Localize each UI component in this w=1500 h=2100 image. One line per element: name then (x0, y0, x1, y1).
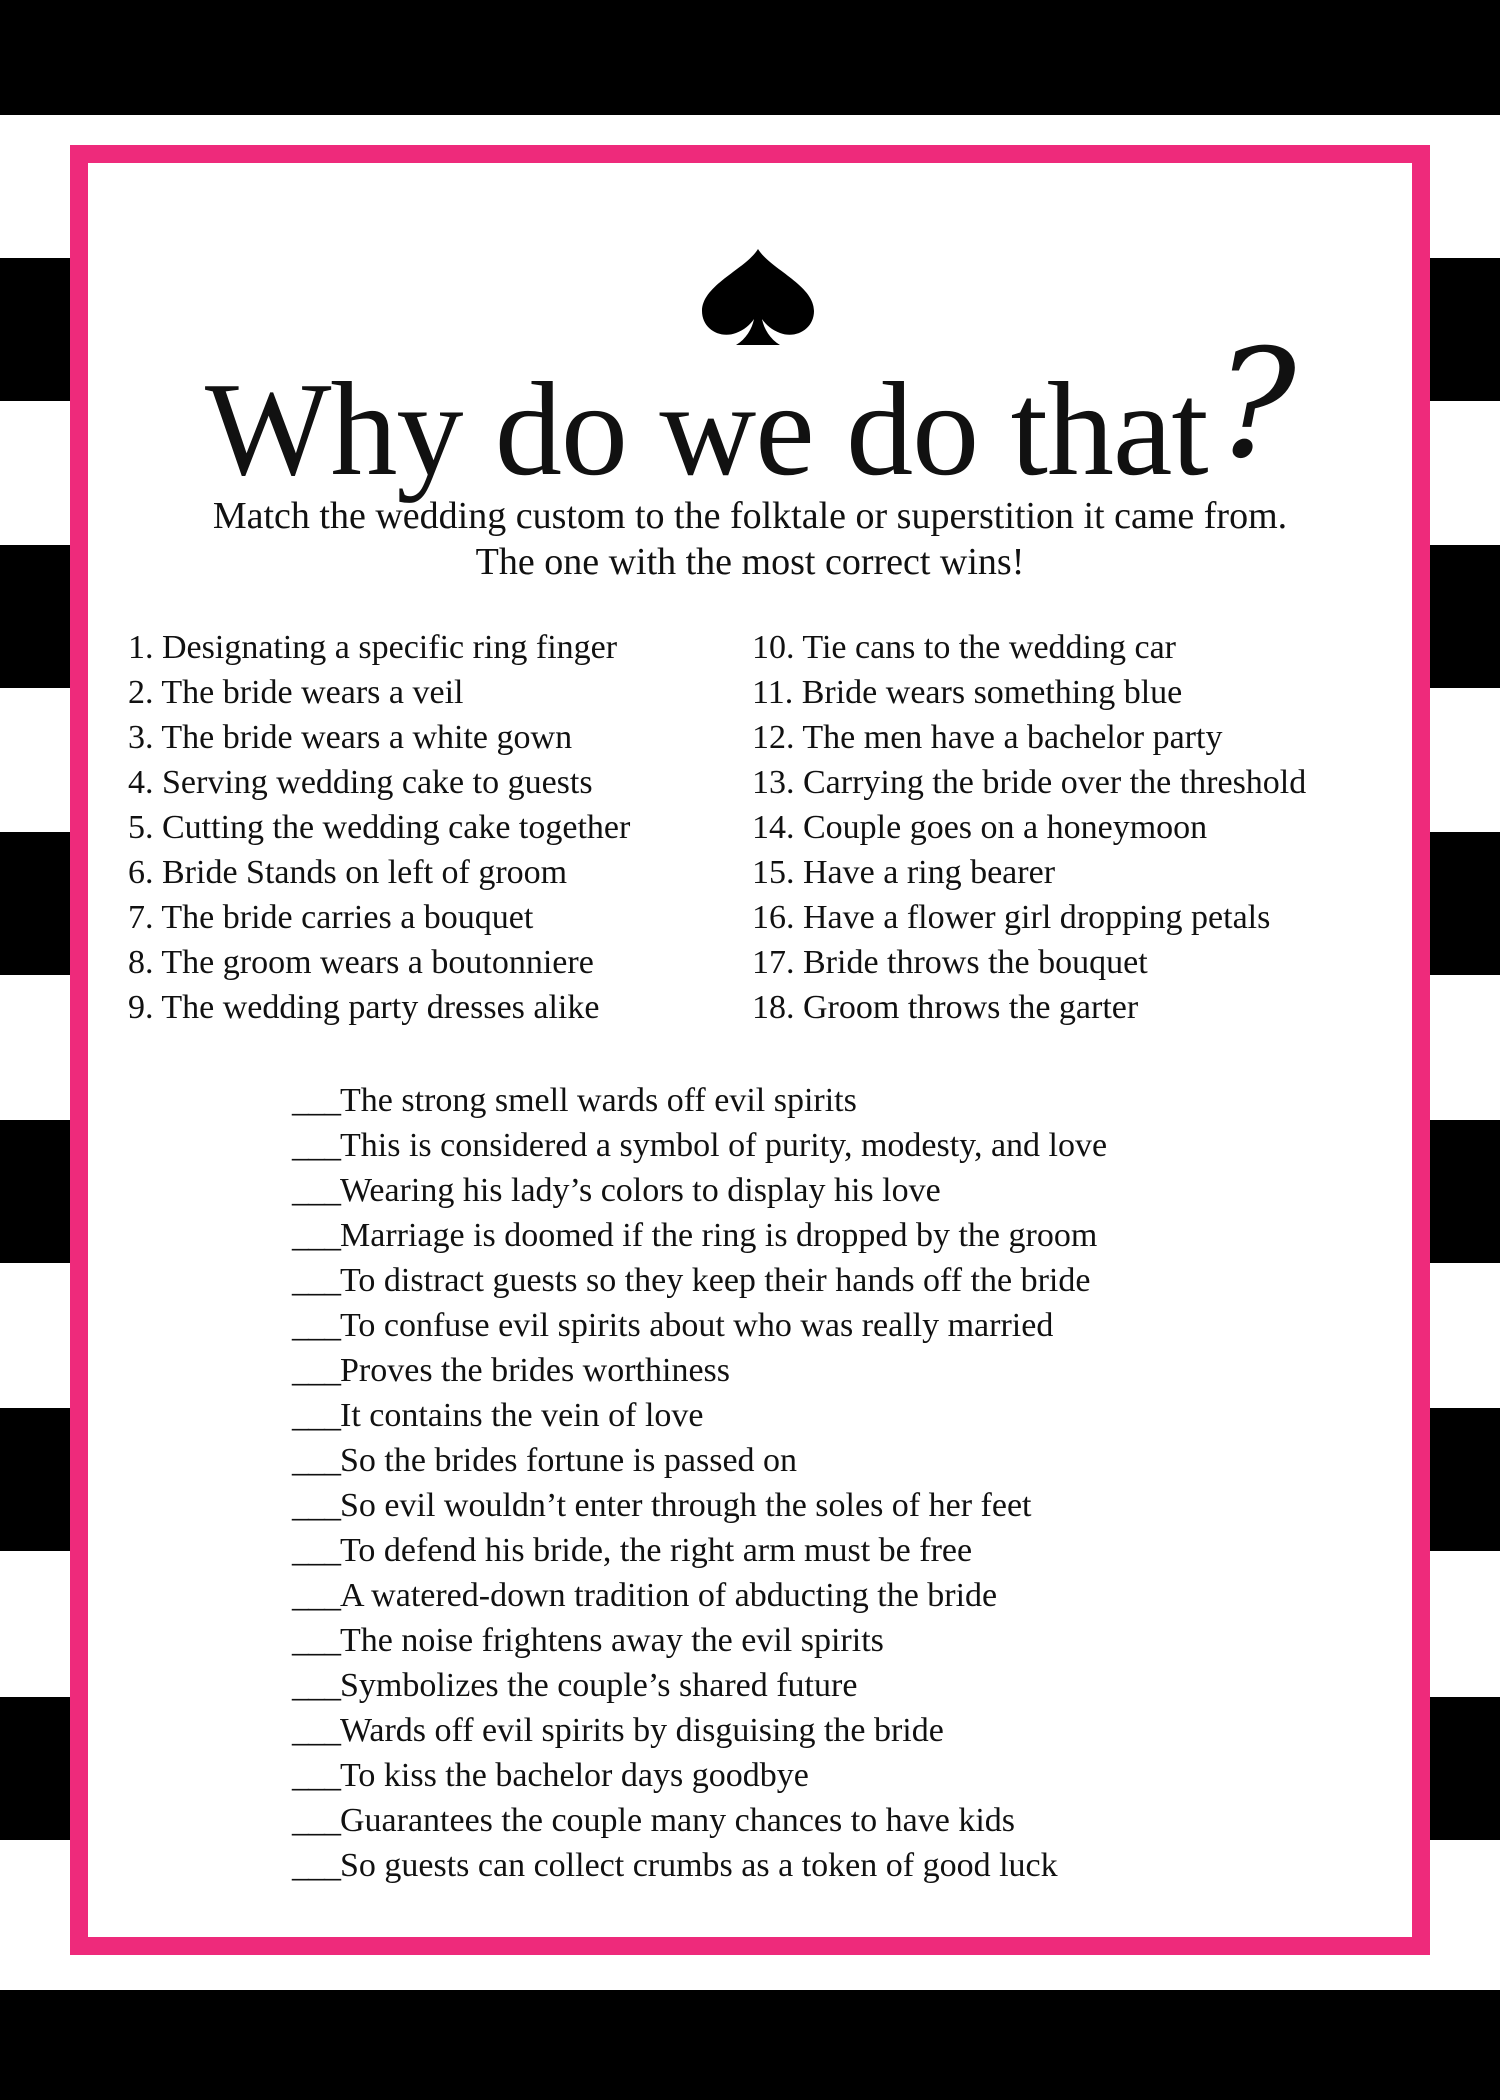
answer-blank: ___ (292, 1532, 340, 1569)
instructions (88, 493, 1412, 585)
answer-blank: ___ (292, 1397, 340, 1434)
answer-item (292, 1753, 1107, 1798)
answer-item (292, 1123, 1107, 1168)
answer-blank: ___ (292, 1847, 340, 1884)
answer-item (292, 1258, 1107, 1303)
answer-item (292, 1663, 1107, 1708)
instructions-line-2: The one with the most correct wins! (475, 541, 1025, 583)
custom-item: 3. The bride wears a white gown (128, 719, 573, 756)
answer-item (292, 1798, 1107, 1843)
custom-item: 15. Have a ring bearer (752, 854, 1056, 891)
answer-text: It contains the vein of love (340, 1397, 704, 1434)
stripe (0, 0, 1500, 115)
custom-item: 8. The groom wears a boutonniere (128, 944, 594, 981)
answer-item (292, 1348, 1107, 1393)
answer-item (292, 1528, 1107, 1573)
answer-text: To distract guests so they keep their hands off the bride (340, 1262, 1091, 1299)
answer-item (292, 1843, 1107, 1888)
answer-blank: ___ (292, 1307, 340, 1344)
answer-text: The strong smell wards off evil spirits (340, 1082, 857, 1119)
answer-blank: ___ (292, 1127, 340, 1164)
custom-item: 5. Cutting the wedding cake together (128, 809, 631, 846)
custom-item: 12. The men have a bachelor party (752, 719, 1223, 756)
instructions-line-1: Match the wedding custom to the folktale or superstition it came from. (212, 495, 1288, 537)
answer-text: Guarantees the couple many chances to have kids (340, 1802, 1016, 1839)
answer-blank: ___ (292, 1577, 340, 1614)
answer-item (292, 1708, 1107, 1753)
answer-blank: ___ (292, 1802, 340, 1839)
answer-item (292, 1438, 1107, 1483)
answer-item (292, 1618, 1107, 1663)
answer-text: Symbolizes the couple’s shared future (340, 1667, 858, 1704)
answer-blank: ___ (292, 1172, 340, 1209)
answer-text: Wards off evil spirits by disguising the bride (340, 1712, 944, 1749)
answers-list (292, 1078, 1107, 1888)
answer-text: To kiss the bachelor days goodbye (340, 1757, 809, 1794)
answer-item (292, 1168, 1107, 1213)
answer-blank: ___ (292, 1217, 340, 1254)
answer-text: To defend his bride, the right arm must be free (340, 1532, 973, 1569)
answer-text: So evil wouldn’t enter through the soles of her feet (340, 1487, 1032, 1524)
custom-item: 17. Bride throws the bouquet (752, 944, 1148, 981)
customs-list-left (128, 625, 630, 1030)
answer-text: Marriage is doomed if the ring is dropped by the groom (340, 1217, 1098, 1254)
custom-item: 13. Carrying the bride over the threshold (752, 764, 1307, 801)
answer-text: A watered-down tradition of abducting the bride (340, 1577, 998, 1614)
answer-item (292, 1078, 1107, 1123)
answer-blank: ___ (292, 1262, 340, 1299)
custom-item: 11. Bride wears something blue (752, 674, 1183, 711)
custom-item: 14. Couple goes on a honeymoon (752, 809, 1208, 846)
answer-blank: ___ (292, 1352, 340, 1389)
custom-item: 7. The bride carries a bouquet (128, 899, 534, 936)
answer-text: To confuse evil spirits about who was really married (340, 1307, 1054, 1344)
answer-blank: ___ (292, 1712, 340, 1749)
answer-blank: ___ (292, 1622, 340, 1659)
answer-text: Proves the brides worthiness (340, 1352, 731, 1389)
answer-item (292, 1483, 1107, 1528)
title-question-mark: ? (1215, 318, 1296, 492)
custom-item: 18. Groom throws the garter (752, 989, 1139, 1026)
answer-blank: ___ (292, 1667, 340, 1704)
title-text: Why do we do that (204, 355, 1208, 503)
custom-item: 2. The bride wears a veil (128, 674, 464, 711)
custom-item: 6. Bride Stands on left of groom (128, 854, 568, 891)
answer-text: Wearing his lady’s colors to display his love (340, 1172, 941, 1209)
answer-item (292, 1213, 1107, 1258)
answer-text: So guests can collect crumbs as a token of good luck (340, 1847, 1058, 1884)
answer-blank: ___ (292, 1757, 340, 1794)
page-title (88, 318, 1412, 504)
answer-text: The noise frightens away the evil spirits (340, 1622, 884, 1659)
stripe (0, 1990, 1500, 2100)
answer-item (292, 1573, 1107, 1618)
custom-item: 9. The wedding party dresses alike (128, 989, 600, 1026)
custom-item: 1. Designating a specific ring finger (128, 629, 618, 666)
customs-list-right (752, 625, 1306, 1030)
answer-item (292, 1303, 1107, 1348)
answer-blank: ___ (292, 1487, 340, 1524)
spade-icon (694, 247, 822, 347)
custom-item: 4. Serving wedding cake to guests (128, 764, 593, 801)
answer-blank: ___ (292, 1082, 340, 1119)
answer-text: So the brides fortune is passed on (340, 1442, 798, 1479)
game-card (70, 145, 1430, 1955)
answer-text: This is considered a symbol of purity, modesty, and love (340, 1127, 1108, 1164)
answer-item (292, 1393, 1107, 1438)
custom-item: 16. Have a flower girl dropping petals (752, 899, 1271, 936)
custom-item: 10. Tie cans to the wedding car (752, 629, 1176, 666)
answer-blank: ___ (292, 1442, 340, 1479)
